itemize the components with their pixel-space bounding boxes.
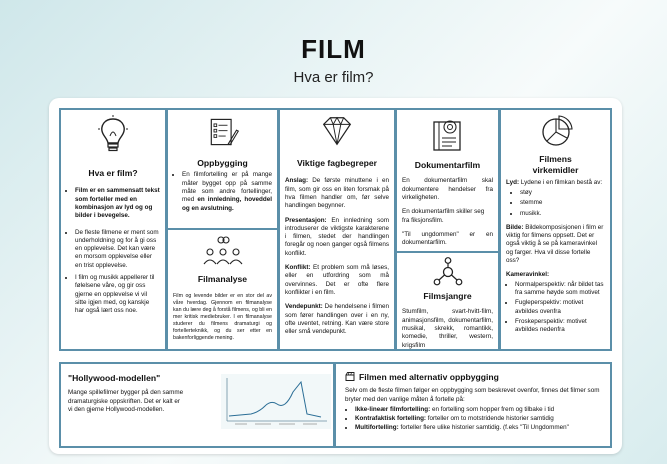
term-definition: En innledning som introduserer de viktigste karakterene i filmen, stedet der handlingen foregår og noen ganger også filmens konflikt. [285, 216, 389, 257]
image-text [506, 224, 605, 265]
hollywood-text: Mange spillefilmer bygger på den samme dramaturgiske oppskriften. Det er kalt er vi den gjerne Hollywood-modellen. [68, 389, 184, 413]
molecule-icon [431, 257, 465, 287]
term-definition: Et problem som må løses, eller en utfordring som må overvinnes. Det er ofte flere konflikter i en film. [285, 264, 389, 296]
pie-chart-icon [538, 114, 574, 150]
alt-item [355, 406, 605, 414]
card-genres [395, 251, 500, 351]
card-hollywood-model [59, 362, 335, 448]
sound-item: • musikk. [520, 210, 605, 218]
sound-item: • stemme [520, 199, 605, 207]
term-vendepunkt [285, 303, 389, 336]
card-title: Hva er film? [88, 168, 138, 178]
page-title: FILM [301, 34, 366, 64]
term-definition: De første minuttene i en film, som gir oss en liten forsmak på hva filmen handler om, før selve handlingen begynner. [285, 177, 389, 210]
documentary-text-1: En dokumentarfilm skal dokumentere hendelser fra virkeligheten. [402, 177, 493, 201]
alt-item-desc: forteller om to motstridende historier samtidig [426, 415, 554, 423]
clapperboard-icon [345, 372, 355, 384]
card-title: Filmsjangre [423, 291, 472, 301]
image-desc: Bildekomposisjonen i film er viktig for filmens oppsett. Det er også viktig å se på kameravinkel og farger. Hva vil disse fortelle oss? [506, 223, 604, 265]
diamond-icon [318, 114, 356, 148]
card-alternative-structure [334, 362, 612, 448]
alt-item-desc: forteller flere ulike historier samtidig. (f.eks "Til Ungdommen" [398, 424, 569, 432]
structure-text: En filmfortelling er på mange måter bygget opp på samme måte som andre fortellinger, med [182, 171, 272, 204]
card-structure [166, 108, 279, 230]
camera-angle-item: • Normalperspektiv: når bildet tas fra samme høyde som motivet [515, 281, 605, 298]
card-what-is-film [59, 108, 167, 351]
card-title: Filmen med alternativ oppbygging [359, 372, 499, 383]
camera-angle-item: • Fugleperspektiv: motivet avbildes ovenfra [515, 299, 605, 316]
documentary-text-2: En dokumentarfilm skiller seg fra fiksjonsfilm. [402, 208, 485, 224]
sound-label: Lyd: [506, 178, 520, 186]
card-title: Filmens virkemidler [532, 154, 579, 176]
card-title: Oppbygging [197, 158, 248, 168]
term-label: Konflikt: [285, 264, 311, 272]
alt-item [355, 415, 605, 423]
term-definition: De hendelsene i filmen som fører handlingen over i en ny, ofte uventet, retning. Kan være store eller små vendepunkt. [285, 303, 389, 336]
card-film-analysis [166, 228, 279, 351]
card-title: Filmanalyse [197, 274, 248, 284]
term-anslag [285, 177, 389, 210]
alt-item-desc: en fortelling som hopper frem og tilbake i tid [430, 405, 555, 413]
camera-heading: Kameravinkel: [506, 271, 550, 279]
card-title: "Hollywood-modellen" [68, 373, 161, 383]
documents-icon [428, 114, 468, 154]
page-subtitle: Hva er film? [293, 69, 374, 86]
list-item: • I film og musikk appellerer til følelsene våre, og gir oss gjerne en opplevelse vi vil sitte igjen med, og kanskje har også lært oss noe. [75, 274, 160, 315]
list-item [182, 171, 272, 212]
structure-emphasis: en innledning, hoveddel og en avslutning. [182, 196, 272, 212]
dramaturgy-curve-diagram [221, 374, 331, 429]
camera-angle-item: • Froskeperspektiv: motivet avbildes nedenfra [515, 318, 605, 335]
card-title: Dokumentarfilm [414, 160, 481, 170]
documentary-text-3: "Til ungdommen" er en dokumentarfilm. [402, 230, 493, 247]
camera-list [506, 281, 605, 335]
alt-list [341, 406, 605, 433]
genres-text: Stumfilm, svart-hvitt-film, animasjonsfilm, dokumentarfilm, musikal, skrekk, romantikk, komedie, thriller, western, krigsfilm [402, 308, 493, 349]
content-board [49, 98, 622, 454]
alt-item-term: Ikke-lineær filmfortelling: [355, 405, 431, 413]
alt-item-term: Multifortelling: [355, 424, 399, 432]
term-label: Vendepunkt: [285, 303, 323, 311]
term-konflikt [285, 264, 389, 297]
card-key-terms [278, 108, 396, 351]
term-label: Anslag: [285, 177, 309, 185]
term-label: Presentasjon: [285, 216, 327, 224]
alt-intro: Selv om de fleste filmen følger en oppbygging som beskrevet ovenfor, finnes det filmer som bryter med den vanlige måten å fortelle på: [345, 387, 600, 403]
list-item: • De fleste filmene er ment som underholdning og for å gi oss en opplevelse. Det kan være en morsom opplevelse eller en trist opplevelse. [75, 229, 160, 270]
team-chain-icon [201, 234, 245, 270]
alt-heading [345, 372, 605, 384]
card-documentary [395, 108, 500, 253]
card-title: Viktige fagbegreper [296, 158, 378, 168]
analysis-text: Film og levende bilder er en stor del av våre hverdag. Gjennom en filmanalyse kan du lære deg å forstå filmens, og bli en mer kritisk mediebruker. I en filmanalyse studerer du filmens dramaturgi og fortellerteknikk, og du ser etter en bakenforliggende mening. [173, 293, 272, 342]
sound-list [506, 189, 605, 218]
list-item: • Film er en sammensatt tekst som forteller med en kombinasjon av lyd og og bilder i bevegelse. [75, 187, 160, 220]
term-presentasjon [285, 217, 389, 258]
sound-text [506, 179, 605, 187]
image-label: Bilde: [506, 223, 524, 231]
lightbulb-icon [93, 114, 133, 154]
alt-item-term: Kontrafaktisk fortelling: [355, 415, 427, 423]
writing-list-icon [205, 114, 241, 150]
sound-desc: Lydene i en filmkan bestå av: [519, 178, 603, 186]
alt-item [355, 424, 605, 432]
sound-item: • støy [520, 189, 605, 197]
card-film-means [499, 108, 612, 351]
